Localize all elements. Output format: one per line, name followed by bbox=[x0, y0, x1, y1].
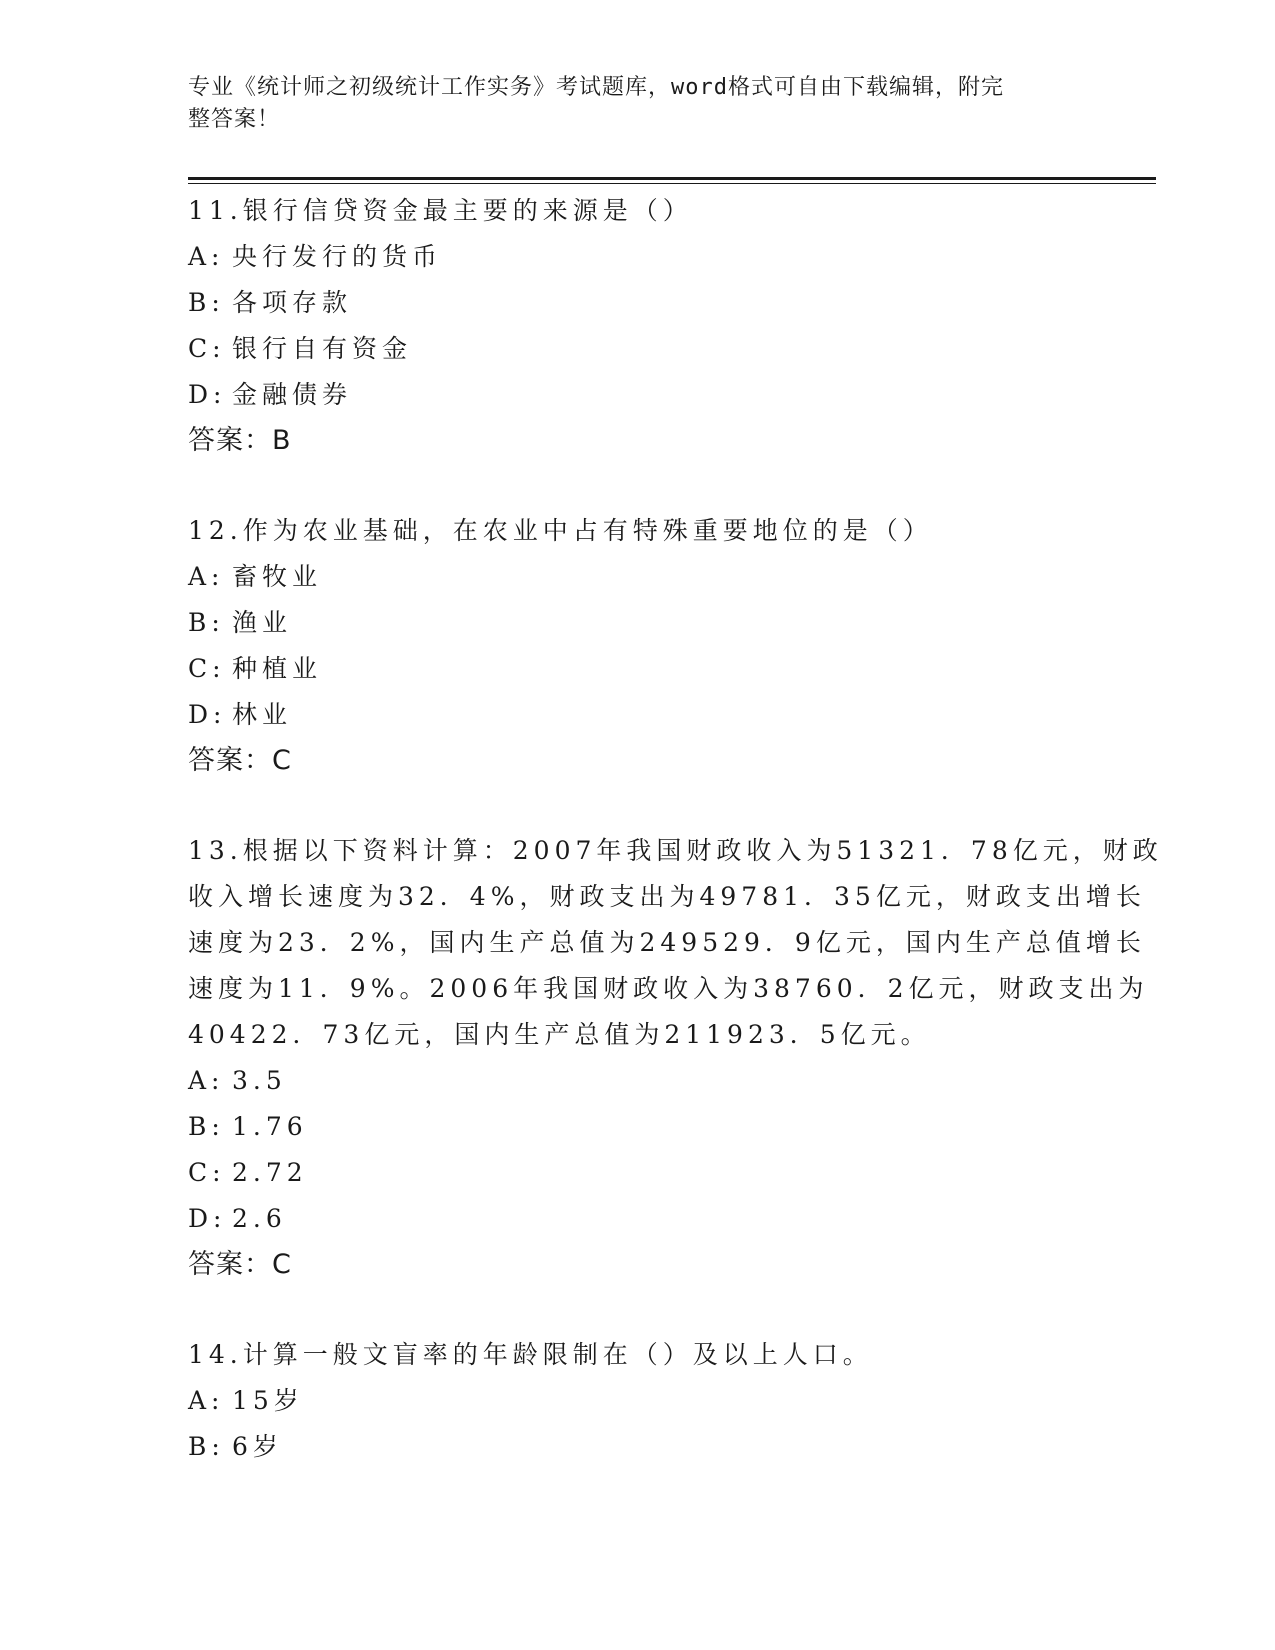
option-c bbox=[188, 1150, 1088, 1196]
option-text: 2.6 bbox=[232, 1204, 287, 1233]
question-text-line: 40422．73亿元，国内生产总值为211923．5亿元。 bbox=[188, 1020, 931, 1049]
document-header bbox=[188, 72, 1078, 136]
option-text: 6岁 bbox=[232, 1432, 283, 1461]
answer: 答案：C bbox=[188, 745, 292, 776]
option-letter: C: bbox=[188, 654, 226, 683]
option-text: 央行发行的货币 bbox=[232, 242, 443, 271]
option-letter: C: bbox=[188, 334, 226, 363]
option-c bbox=[188, 646, 1088, 692]
question-title bbox=[188, 508, 1088, 554]
option-letter: B: bbox=[188, 1112, 225, 1141]
question-text-line: 速度为23．2%，国内生产总值为249529．9亿元，国内生产总值增长 bbox=[188, 928, 1146, 957]
option-text: 15岁 bbox=[232, 1386, 304, 1415]
option-letter: B: bbox=[188, 288, 225, 317]
option-text: 林业 bbox=[232, 700, 293, 729]
option-d bbox=[188, 372, 1088, 418]
question-text-line: 速度为11．9%。2006年我国财政收入为38760．2亿元，财政支出为 bbox=[188, 974, 1149, 1003]
option-b bbox=[188, 280, 1088, 326]
option-letter: A: bbox=[188, 1386, 225, 1415]
option-letter: A: bbox=[188, 242, 225, 271]
option-letter: D: bbox=[188, 700, 227, 729]
option-text: 各项存款 bbox=[232, 288, 353, 317]
option-text: 金融债券 bbox=[232, 380, 353, 409]
option-letter: D: bbox=[188, 1204, 227, 1233]
question-text: 银行信贷资金最主要的来源是（） bbox=[242, 196, 693, 225]
question-title bbox=[188, 828, 1163, 874]
header-divider-thin bbox=[188, 183, 1156, 184]
option-b bbox=[188, 1424, 1088, 1470]
question-list bbox=[188, 188, 1163, 1514]
header-divider-thick bbox=[188, 177, 1156, 180]
option-a bbox=[188, 554, 1088, 600]
option-d bbox=[188, 1196, 1088, 1242]
option-letter: A: bbox=[188, 562, 225, 591]
question-13 bbox=[188, 828, 1163, 1288]
question-number: 13. bbox=[188, 836, 243, 865]
option-a bbox=[188, 234, 1088, 280]
option-letter: B: bbox=[188, 1432, 225, 1461]
option-text: 渔业 bbox=[232, 608, 293, 637]
question-text-line: 收入增长速度为32．4%，财政支出为49781．35亿元，财政支出增长 bbox=[188, 882, 1146, 911]
question-text: 作为农业基础，在农业中占有特殊重要地位的是（） bbox=[242, 516, 933, 545]
question-11 bbox=[188, 188, 1088, 464]
question-number: 12. bbox=[188, 516, 243, 545]
option-b bbox=[188, 600, 1088, 646]
option-a bbox=[188, 1058, 1088, 1104]
question-title bbox=[188, 188, 1088, 234]
question-text-line: 根据以下资料计算：2007年我国财政收入为51321．78亿元，财政 bbox=[242, 836, 1163, 865]
option-b bbox=[188, 1104, 1088, 1150]
question-14 bbox=[188, 1332, 1088, 1470]
option-c bbox=[188, 326, 1088, 372]
option-text: 畜牧业 bbox=[232, 562, 323, 591]
question-number: 14. bbox=[188, 1340, 243, 1369]
option-text: 2.72 bbox=[232, 1158, 308, 1187]
option-a bbox=[188, 1378, 1088, 1424]
option-letter: C: bbox=[188, 1158, 226, 1187]
option-letter: D: bbox=[188, 380, 227, 409]
question-12 bbox=[188, 508, 1088, 784]
option-d bbox=[188, 692, 1088, 738]
option-text: 种植业 bbox=[232, 654, 323, 683]
option-letter: B: bbox=[188, 608, 225, 637]
answer: 答案：C bbox=[188, 1249, 292, 1280]
header-line-2: 整答案！ bbox=[188, 107, 281, 132]
header-line-1: 专业《统计师之初级统计工作实务》考试题库，word格式可自由下载编辑，附完 bbox=[188, 75, 1004, 100]
question-title bbox=[188, 1332, 1088, 1378]
question-number: 11. bbox=[188, 196, 243, 225]
option-letter: A: bbox=[188, 1066, 225, 1095]
option-text: 3.5 bbox=[232, 1066, 287, 1095]
question-text: 计算一般文盲率的年龄限制在（）及以上人口。 bbox=[242, 1340, 873, 1369]
option-text: 1.76 bbox=[232, 1112, 308, 1141]
option-text: 银行自有资金 bbox=[232, 334, 413, 363]
answer: 答案：B bbox=[188, 425, 292, 456]
